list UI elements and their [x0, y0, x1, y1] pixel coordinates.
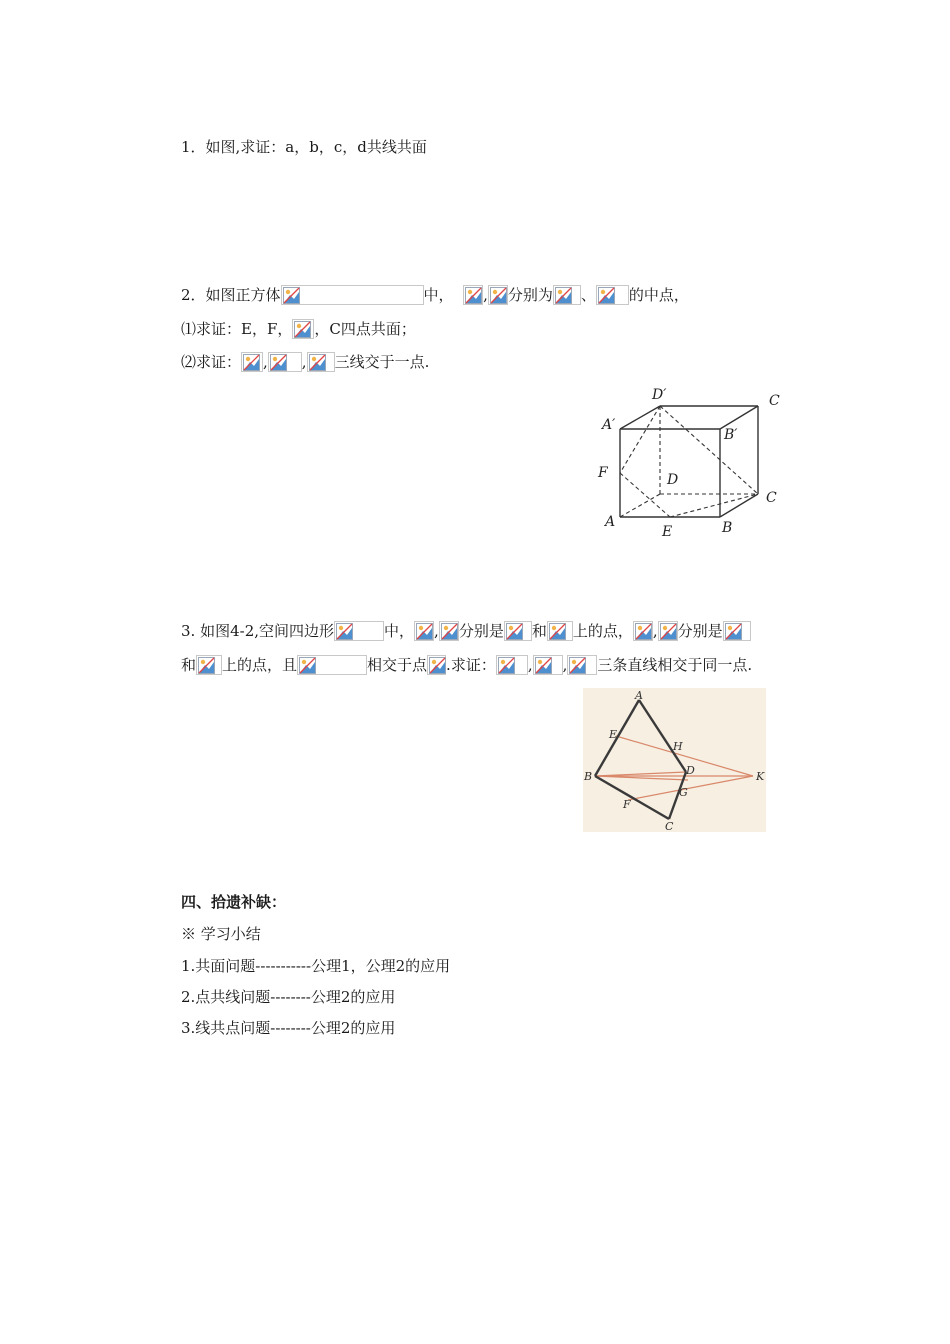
formula-image — [334, 621, 384, 641]
quad-label-k: K — [756, 770, 765, 783]
broken-image-icon — [549, 623, 566, 640]
cube-label-c: C — [766, 490, 777, 506]
formula-image — [292, 319, 314, 339]
question-3-line-2 — [181, 655, 752, 675]
q3-l2-text-c: 相交于点 — [367, 656, 428, 674]
question-2-line-3 — [181, 352, 429, 372]
q3-text-f: 上的点， — [572, 622, 633, 640]
quad-label-h: H — [673, 740, 683, 753]
q2-l3-text-c: , — [301, 353, 307, 371]
broken-image-icon — [243, 354, 260, 371]
cube-label-c-top: C — [769, 393, 780, 409]
formula-image — [723, 621, 751, 641]
q2-text-e: 、 — [580, 286, 596, 304]
q3-text-d: 分别是 — [458, 622, 504, 640]
q3-l2-text-b: 上的点，且 — [222, 656, 298, 674]
q3-text-c: , — [434, 622, 439, 640]
formula-image — [427, 655, 446, 675]
formula-image — [297, 655, 367, 675]
question-2-line-2 — [181, 319, 416, 339]
quad-label-g: G — [679, 786, 688, 799]
cube-label-f: F — [598, 465, 608, 481]
formula-image — [196, 655, 222, 675]
formula-image — [414, 621, 434, 641]
broken-image-icon — [270, 354, 287, 371]
formula-image — [488, 285, 508, 305]
q2-text-c: , — [483, 286, 488, 304]
q3-text-e: 和 — [531, 622, 547, 640]
q3-l2-text-d: .求证： — [446, 656, 496, 674]
summary-item-text: 2.点共线问题--------公理2的应用 — [181, 988, 396, 1006]
q2-text-a: 2．如图正方体 — [181, 286, 281, 304]
broken-image-icon — [198, 657, 215, 674]
formula-image — [596, 285, 629, 305]
formula-image — [439, 621, 459, 641]
summary-item-text: 1.共面问题-----------公理1，公理2的应用 — [181, 957, 451, 975]
q2-l3-text-a: ⑵求证： — [181, 353, 242, 371]
broken-image-icon — [294, 321, 311, 338]
q2-l3-text-d: 三线交于一点. — [334, 353, 430, 371]
broken-image-icon — [429, 657, 446, 674]
quad-label-d: D — [686, 764, 695, 777]
summary-title — [181, 924, 261, 944]
quadrilateral-figure — [583, 688, 766, 832]
summary-item-text: 3.线共点问题--------公理2的应用 — [181, 1019, 396, 1037]
cube-label-a: A — [605, 514, 616, 530]
question-3-line-1 — [181, 621, 751, 641]
q2-text-d: 分别为 — [507, 286, 553, 304]
broken-image-icon — [569, 657, 586, 674]
quad-label-e: E — [609, 728, 618, 741]
q2-l2-text-a: ⑴求证：E，F， — [181, 320, 293, 338]
q3-l2-text-f: , — [562, 656, 568, 674]
q3-text-g: , — [652, 622, 658, 640]
cube-label-b-prime: B′ — [724, 427, 738, 443]
broken-image-icon — [465, 287, 482, 304]
broken-image-icon — [506, 623, 523, 640]
section-heading-text: 四、拾遗补缺： — [181, 893, 287, 911]
quad-label-b: B — [584, 770, 593, 783]
broken-image-icon — [490, 287, 507, 304]
quad-label-c: C — [665, 820, 674, 832]
q2-l3-text-b: , — [263, 353, 268, 371]
formula-image — [268, 352, 302, 372]
cube-label-d: D — [667, 472, 679, 488]
question-1 — [181, 137, 427, 157]
formula-image — [281, 285, 424, 305]
question-1-text: 1．如图,求证：a，b，c，d共线共面 — [181, 138, 427, 156]
q2-l2-text-b: ，C四点共面； — [314, 320, 416, 338]
formula-image — [463, 285, 483, 305]
broken-image-icon — [535, 657, 552, 674]
broken-image-icon — [416, 623, 433, 640]
formula-image — [533, 655, 563, 675]
cube-label-e: E — [662, 524, 673, 540]
q3-l2-text-a: 和 — [181, 656, 197, 674]
broken-image-icon — [598, 287, 615, 304]
broken-image-icon — [336, 623, 353, 640]
formula-image — [241, 352, 263, 372]
broken-image-icon — [635, 623, 652, 640]
quad-label-a: A — [635, 689, 643, 702]
q3-l2-text-e: , — [527, 656, 533, 674]
summary-item — [181, 987, 395, 1007]
q2-text-b: 中， — [423, 286, 454, 304]
cube-label-d-prime: D′ — [652, 387, 667, 403]
formula-image — [496, 655, 528, 675]
broken-image-icon — [299, 657, 316, 674]
summary-title-text: ※ 学习小结 — [181, 925, 261, 943]
q3-l2-text-g: 三条直线相交于同一点. — [597, 656, 753, 674]
q3-text-h: 分别是 — [677, 622, 723, 640]
broken-image-icon — [660, 623, 677, 640]
formula-image — [307, 352, 335, 372]
cube-figure — [596, 384, 786, 542]
formula-image — [547, 621, 573, 641]
broken-image-icon — [498, 657, 515, 674]
section-heading — [181, 892, 286, 912]
cube-label-b: B — [722, 520, 733, 536]
broken-image-icon — [441, 623, 458, 640]
q3-text-a: 3. 如图4-2,空间四边形 — [181, 622, 335, 640]
q3-text-b: 中， — [384, 622, 415, 640]
cube-label-a-prime: A′ — [602, 417, 616, 433]
broken-image-icon — [725, 623, 742, 640]
summary-item — [181, 1018, 395, 1038]
formula-image — [658, 621, 678, 641]
formula-image — [553, 285, 581, 305]
q2-text-f: 的中点， — [628, 286, 689, 304]
broken-image-icon — [283, 287, 300, 304]
question-2-line-1 — [181, 285, 689, 305]
broken-image-icon — [309, 354, 326, 371]
formula-image — [504, 621, 532, 641]
formula-image — [567, 655, 597, 675]
quad-label-f: F — [623, 798, 631, 811]
broken-image-icon — [555, 287, 572, 304]
formula-image — [633, 621, 653, 641]
summary-item — [181, 956, 450, 976]
